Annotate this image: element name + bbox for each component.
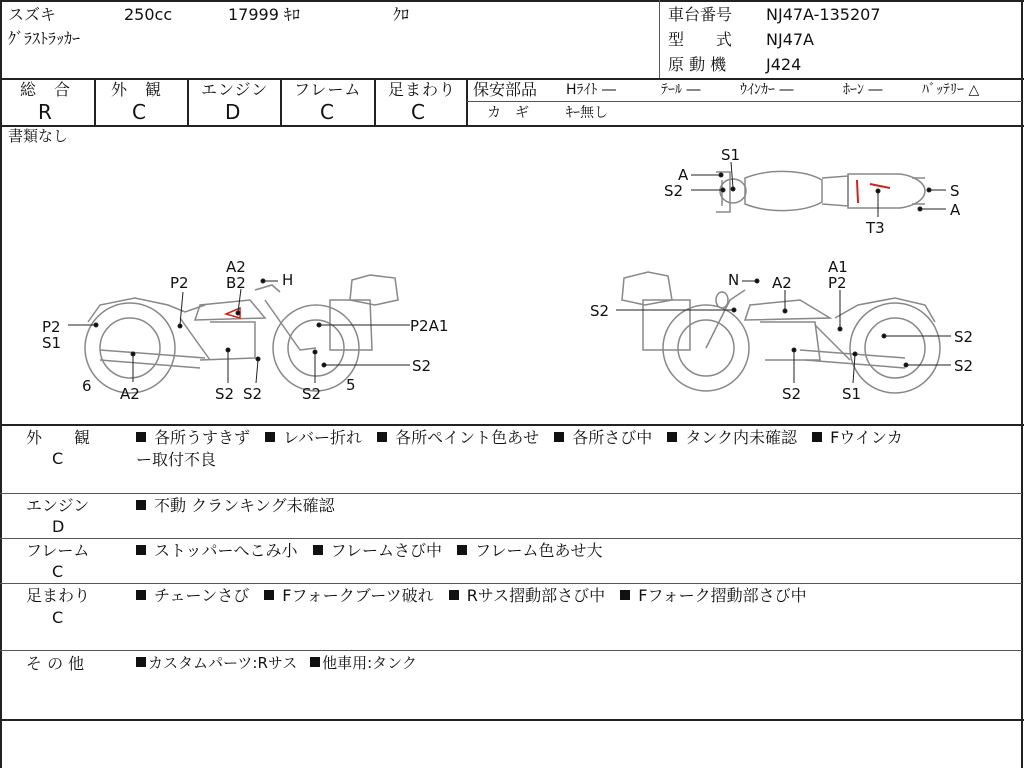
damage-mark-top-2 [870,184,890,188]
damage-mark-top-1 [857,180,858,203]
label-right-p2: P2 [828,274,847,292]
safety-label: 保安部品 [473,80,538,99]
safety-headlight: Hﾗｲﾄ ― [566,82,616,98]
remarks-engine-label: エンジン [26,496,90,515]
remarks-suspension-items: チェーンさび Fフォークブーツ破れ Rサス摺動部さび中 Fフォーク摺動部さび中 [136,588,807,604]
label-top-a1: A [678,166,689,184]
bike-diagram [0,126,1022,424]
exterior-grade: C [132,100,146,124]
safety-row-divider [467,101,1022,102]
safety-taillight: ﾃｰﾙ ― [661,82,701,98]
grade-divider-2 [187,78,189,126]
remarks-frame-grade: C [52,562,64,581]
grade-divider-3 [280,78,282,126]
color: ｸﾛ [393,5,410,24]
label-right-s2-1: S2 [954,328,974,346]
frame-no-label: 車台番号 [668,5,733,24]
engine-grade-label: エンジン [201,80,269,99]
remarks-engine-grade: D [52,517,65,536]
label-left-6: 6 [82,377,92,395]
label-left-s2-a: S2 [215,385,235,403]
label-left-p2-side: P2 [42,318,61,336]
key-label: カ ギ [487,105,529,121]
grade-divider-5 [466,78,468,126]
left-view-callouts [68,279,410,383]
label-top-s: S [950,182,960,200]
grade-divider-1 [94,78,96,126]
remarks-exterior-grade: C [52,449,64,468]
maker: スズキ [8,5,57,24]
label-right-a1: A1 [828,258,848,276]
remarks-divider-1 [0,493,1022,494]
label-right-s2-left: S2 [590,302,610,320]
type-value: NJ47A [766,30,814,49]
remarks-divider-2 [0,538,1022,539]
mileage: 17999 ｷﾛ [228,5,300,24]
exterior-label: 外 観 [111,80,163,99]
remarks-bottom-line [0,719,1024,721]
remarks-other-items: カスタムパーツ:Rサス 他車用:タンク [136,656,417,671]
remarks-other-label: そ の 他 [26,654,85,673]
type-label: 型 式 [668,30,733,49]
label-left-p2a1: P2A1 [410,317,449,335]
overall-grade: R [38,100,52,124]
label-right-s2-2: S2 [954,357,974,375]
frame-grade-label: フレーム [294,80,362,99]
label-left-s2-c: S2 [302,385,322,403]
remarks-exterior-continuation: ー取付不良 [136,450,217,469]
engine-label: 原 動 機 [668,55,727,74]
documents-note: 書類なし [8,127,69,145]
label-left-a2-bottom: A2 [120,385,140,403]
remarks-frame-items: ストッパーへこみ小 フレームさび中 フレーム色あせ大 [136,543,602,559]
frame-no: NJ47A-135207 [766,5,881,24]
model-name: ｸﾞﾗｽﾄﾗｯｶｰ [8,29,81,48]
label-top-t3: T3 [866,219,885,237]
key-value: ｷｰ無し [566,105,608,121]
label-right-a2: A2 [772,274,792,292]
displacement: 250cc [124,5,173,24]
remarks-frame-label: フレーム [26,541,90,560]
engine-grade: D [225,100,241,124]
label-left-s1: S1 [42,334,62,352]
label-left-s2-b: S2 [243,385,263,403]
remarks-divider-3 [0,583,1022,584]
bike-top-view-sketch [716,171,925,212]
label-left-a2-top: A2 [226,258,246,276]
suspension-grade: C [411,100,425,124]
safety-winker: ｳｲﾝｶｰ ― [740,82,794,98]
engine-value: J424 [766,55,802,74]
remarks-exterior-label: 外 観 [26,428,91,447]
label-left-p2: P2 [170,274,189,292]
label-top-s2: S2 [664,182,684,200]
label-right-s2-bottom: S2 [782,385,802,403]
frame-grade: C [320,100,334,124]
frame-top-border [0,0,1024,2]
header-divider [659,0,660,78]
label-left-b2: B2 [226,274,246,292]
label-top-a2: A [950,201,961,219]
remarks-exterior-items: 各所うすきず レバー折れ 各所ペイント色あせ 各所さび中 タンク内未確認 Fウインカ [136,430,903,446]
label-right-s1-bottom: S1 [842,385,862,403]
label-left-h: H [282,271,294,289]
safety-battery: ﾊﾞｯﾃﾘｰ △ [922,82,980,98]
remarks-divider-4 [0,650,1022,651]
remarks-suspension-label: 足まわり [26,586,91,605]
safety-horn: ﾎｰﾝ ― [843,82,883,98]
remarks-engine-items: 不動 クランキング未確認 [136,498,335,514]
remarks-suspension-grade: C [52,608,64,627]
label-left-s2-right: S2 [412,357,432,375]
suspension-grade-label: 足まわり [388,80,457,99]
label-left-5: 5 [346,376,356,394]
overall-label: 総 合 [20,80,72,99]
remarks-top-line [0,424,1024,426]
label-top-s1: S1 [721,146,741,164]
grade-divider-4 [374,78,376,126]
label-right-n: N [728,271,740,289]
